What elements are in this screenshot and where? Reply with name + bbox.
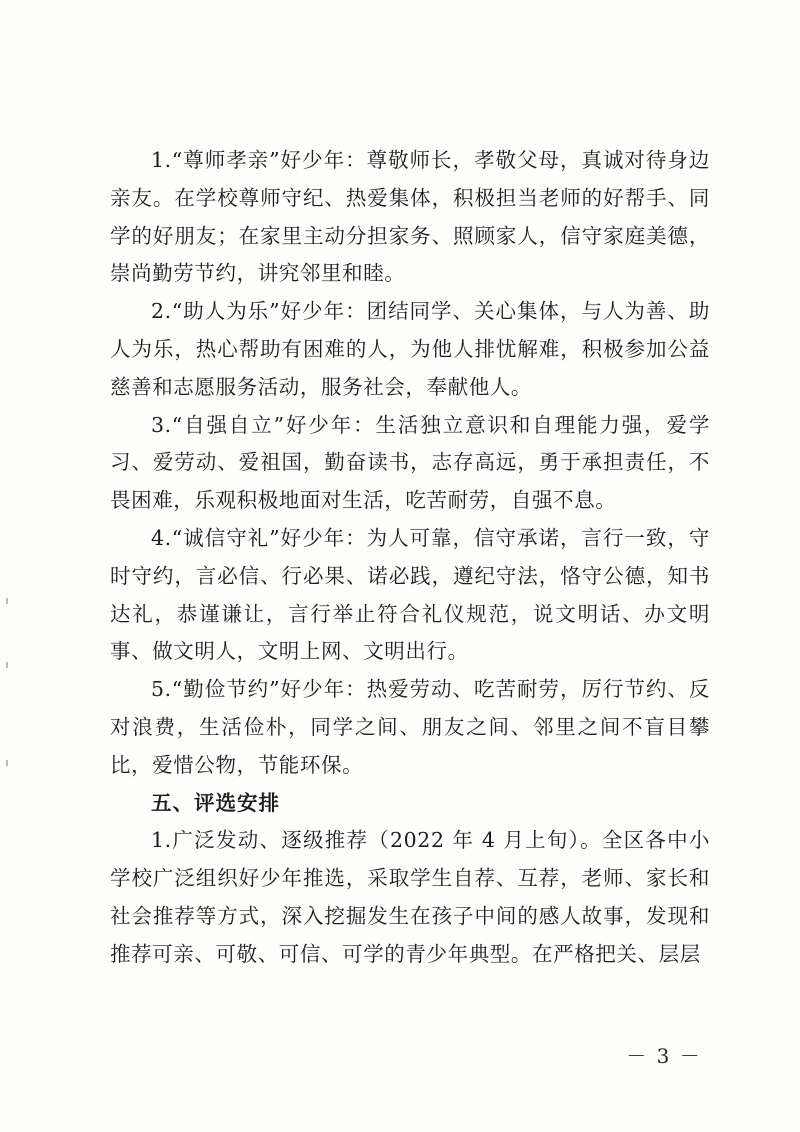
paragraph-chengxin-shouli: 4.“诚信守礼”好少年：为人可靠，信守承诺，言行一致，守时守约，言必信、行必果、诺必践，遵纪守法，恪守公德，知书达礼，恭谨谦让，言行举止符合礼仪规范，说文明话、办文明事、做文明人，文明上网、文明出行。 [110, 525, 710, 664]
section-heading: 五、评选安排 [151, 790, 280, 815]
paragraph-qinjian-jieyue: 5.“勤俭节约”好少年：热爱劳动、吃苦耐劳，厉行节约、反对浪费，生活俭朴，同学之间、朋友之间、邻里之间不盲目攀比，爱惜公物，节能环保。 [110, 677, 710, 777]
scan-artifact [6, 662, 8, 668]
paragraph-zhuren-weile: 2.“助人为乐”好少年：团结同学、关心集体，与人为善、助人为乐，热心帮助有困难的人，为他人排忧解难，积极参加公益慈善和志愿服务活动，服务社会，奉献他人。 [110, 299, 710, 399]
page-number: － 3 － [626, 1044, 702, 1068]
paragraph-ziqiang-zili: 3.“自强自立”好少年：生活独立意识和自理能力强，爱学习、爱劳动、爱祖国，勤奋读书，志存高远，勇于承担责任，不畏困难，乐观积极地面对生活，吃苦耐劳，自强不息。 [110, 412, 710, 513]
document-body [110, 142, 710, 974]
paragraph-zunshi-xiaoqin: 1.“尊师孝亲”好少年：尊敬师长，孝敬父母，真诚对待身边亲友。在学校尊师守纪、热爱集体，积极担当老师的好帮手、同学的好朋友；在家里主动分担家务、照顾家人，信守家庭美德，崇尚勤劳节约，讲究邻里和睦。 [110, 148, 710, 286]
paragraph-selection-arrangement: 1.广泛发动、逐级推荐（2022 年 4 月上旬）。全区各中小学校广泛组织好少年推选，采取学生自荐、互荐，老师、家长和社会推荐等方式，深入挖掘发生在孩子中间的感人故事，发现和推荐可亲、可敬、可信、可学的青少年典型。在严格把关、层层 [110, 828, 710, 966]
scan-artifact [6, 598, 8, 604]
scan-artifact [6, 760, 8, 766]
